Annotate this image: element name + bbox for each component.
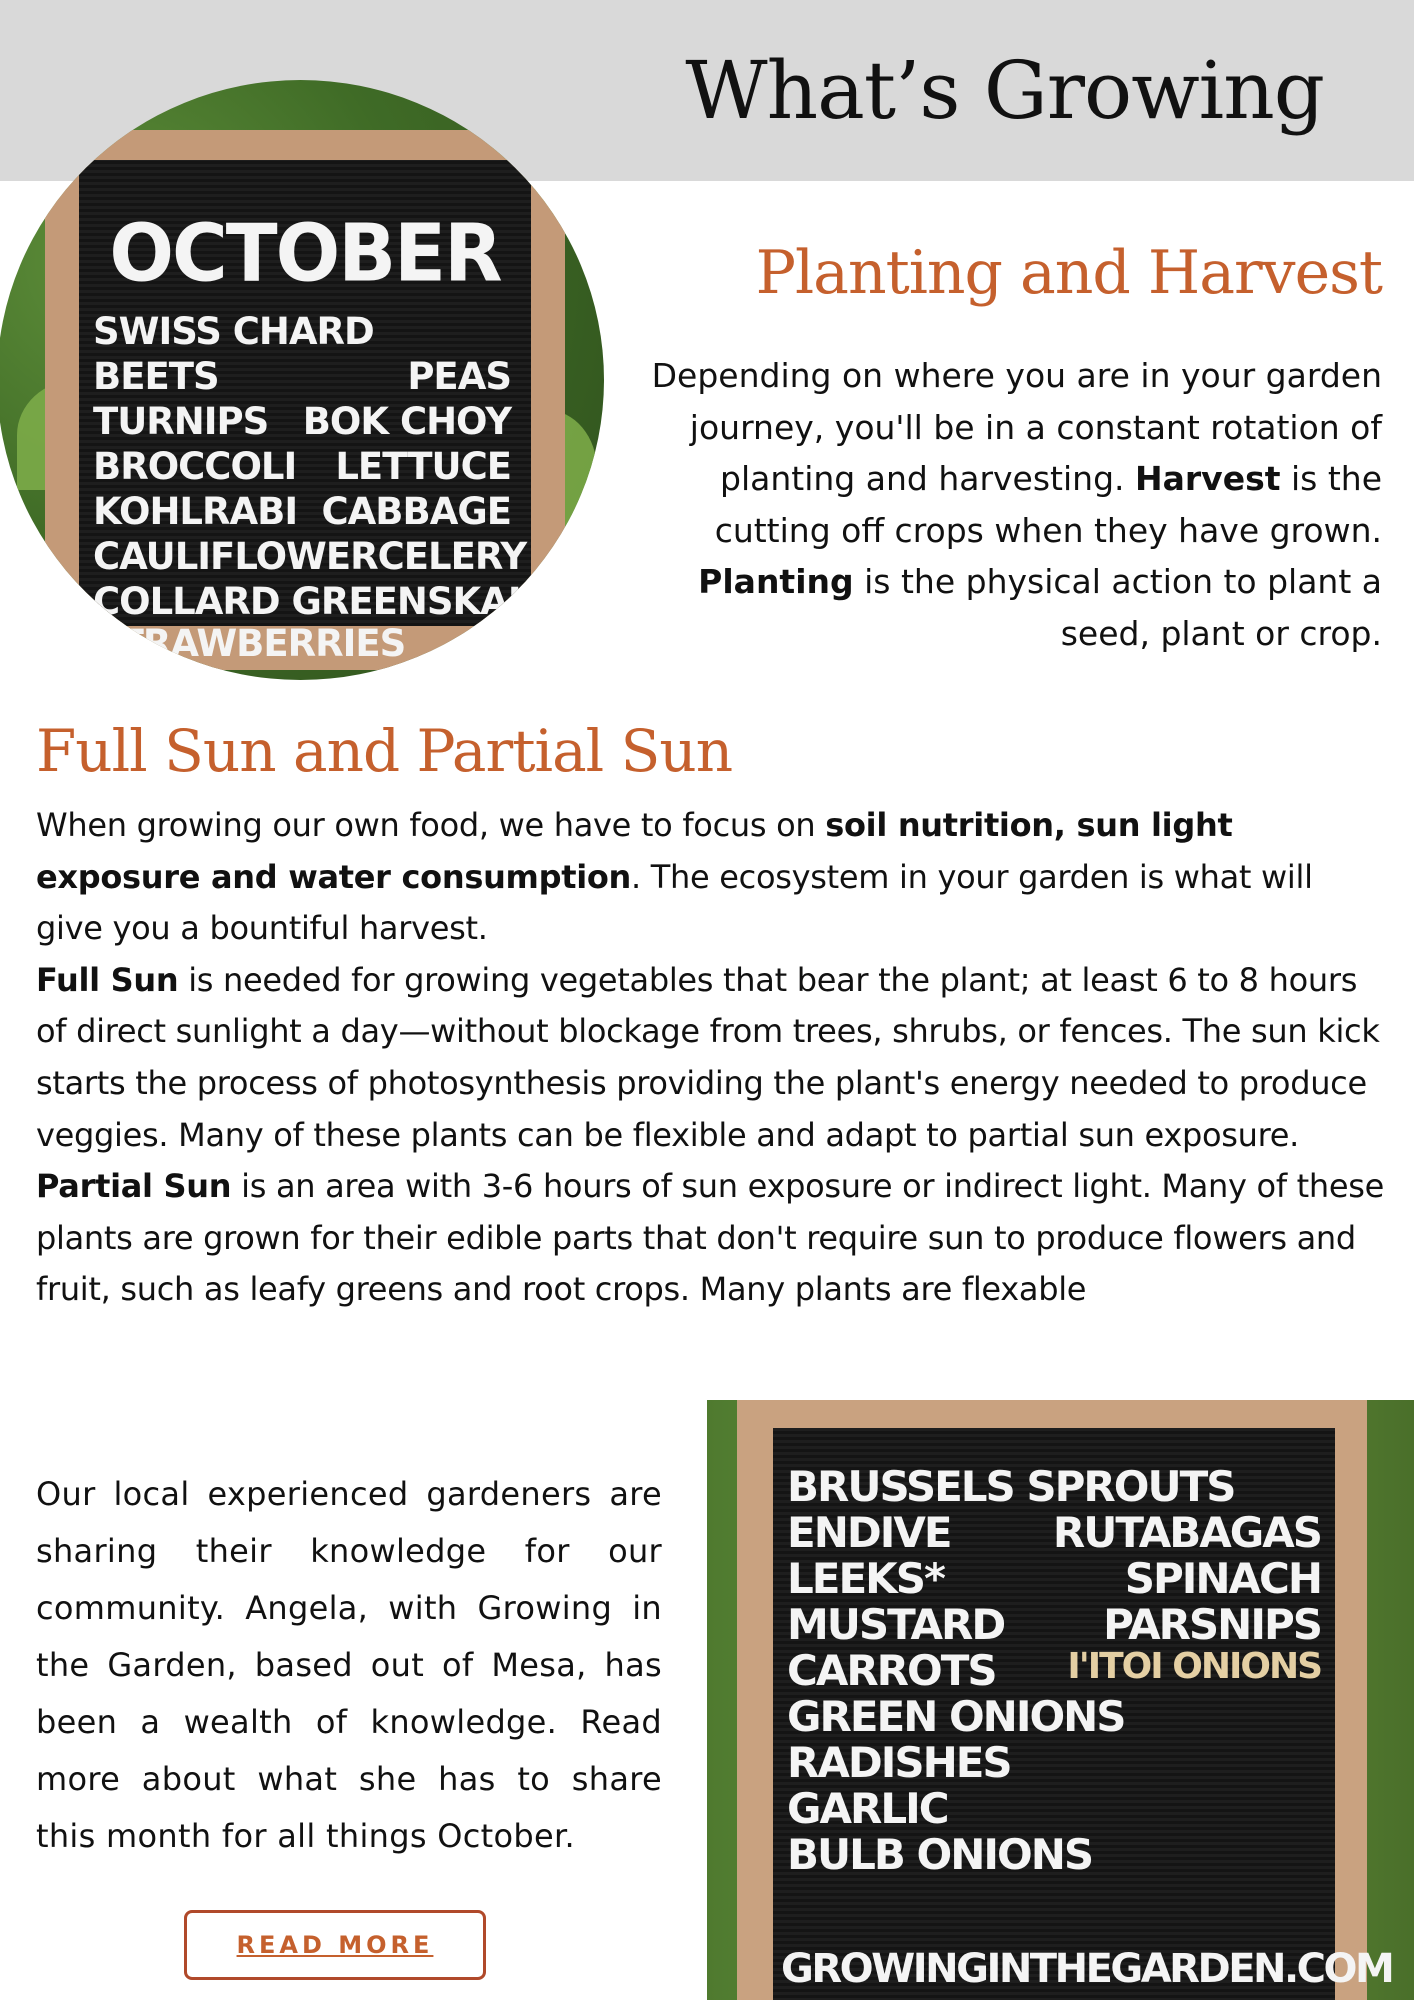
partial-sun-paragraph: Partial Sun is an area with 3-6 hours of sun exposure or indirect light. Many of these plants are grown for their edible parts that don't require sun to produce flowers and fruit, such as leafy greens and root crops. Many plants are flexable: [36, 1167, 1385, 1309]
board-row: STRAWBERRIES: [93, 622, 406, 665]
board-row: KOHLRABI CABBAGE: [93, 490, 511, 533]
october-letterboard-photo: [0, 80, 604, 680]
growing-letterboard-photo: [707, 1400, 1414, 2000]
board-row: MUSTARD PARSNIPS: [787, 1600, 1321, 1649]
board-row: GREEN ONIONS: [787, 1692, 1125, 1741]
harvest-term: Harvest: [1135, 459, 1281, 499]
letterboard: [79, 160, 555, 665]
board-row: RADISHES: [787, 1738, 1011, 1787]
board-row: TURNIPS BOK CHOY: [93, 400, 511, 443]
planting-paragraph: Depending on where you are in your garden journey, you'll be in a constant rotation of planting and harvesting. Harvest is the cutting off crops when they have grown. Planting is the physical action to plant a seed, plant or crop.: [651, 356, 1382, 653]
board-row: GARLIC: [787, 1784, 948, 1833]
board-row: BRUSSELS SPROUTS: [787, 1462, 1235, 1511]
planting-heading: Planting and Harvest: [755, 238, 1382, 308]
read-more-button[interactable]: READ MORE: [184, 1910, 486, 1980]
board-row: BROCCOLI LETTUCE: [93, 445, 511, 488]
letterboard: [773, 1428, 1393, 2000]
full-sun-paragraph: Full Sun is needed for growing vegetables that bear the plant; at least 6 to 8 hours of direct sunlight a day—without blockage from trees, shrubs, or fences. The sun kick starts the process of photosynthesis providing the plant's energy needed to produce veggies. Many of these plants can be flexible and adapt to partial sun exposure.: [36, 960, 1380, 1154]
letterboard-frame: [45, 130, 565, 670]
planting-term: Planting: [698, 562, 854, 602]
board-row: BEETS PEAS: [93, 355, 511, 398]
board-row: LEEKS* SPINACH: [787, 1554, 1321, 1603]
partial-sun-term: Partial Sun: [36, 1167, 232, 1206]
sun-intro-paragraph: When growing our own food, we have to focus on soil nutrition, sun light exposure and water consumption. The ecosystem in your garden is what will give you a bountiful harvest.: [36, 806, 1313, 948]
community-paragraph: Our local experienced gardeners are sharing their knowledge for our community. Angela, with Growing in the Garden, based out of Mesa, has been a wealth of knowledge. Read more about what she has to share this month for all things October.: [36, 1475, 662, 1855]
letterboard-frame: [737, 1400, 1393, 2000]
board-row: ENDIVE RUTABAGAS: [787, 1508, 1321, 1557]
board-row: CAULIFLOWER CELERY: [93, 535, 527, 578]
board-row: SWISS CHARD: [93, 310, 374, 353]
board-row: BULB ONIONS: [787, 1830, 1093, 1879]
board-row: CARROTS I'ITOI ONIONS: [787, 1646, 1321, 1695]
sun-body: [36, 800, 1386, 1316]
page-title: What’s Growing: [685, 44, 1324, 137]
board-month: OCTOBER: [109, 205, 501, 300]
sun-heading: Full Sun and Partial Sun: [36, 717, 733, 785]
board-row: COLLARD GREENS KALE: [93, 580, 555, 623]
board-url: GROWINGINTHEGARDEN.COM: [781, 1946, 1393, 1992]
full-sun-term: Full Sun: [36, 960, 179, 999]
